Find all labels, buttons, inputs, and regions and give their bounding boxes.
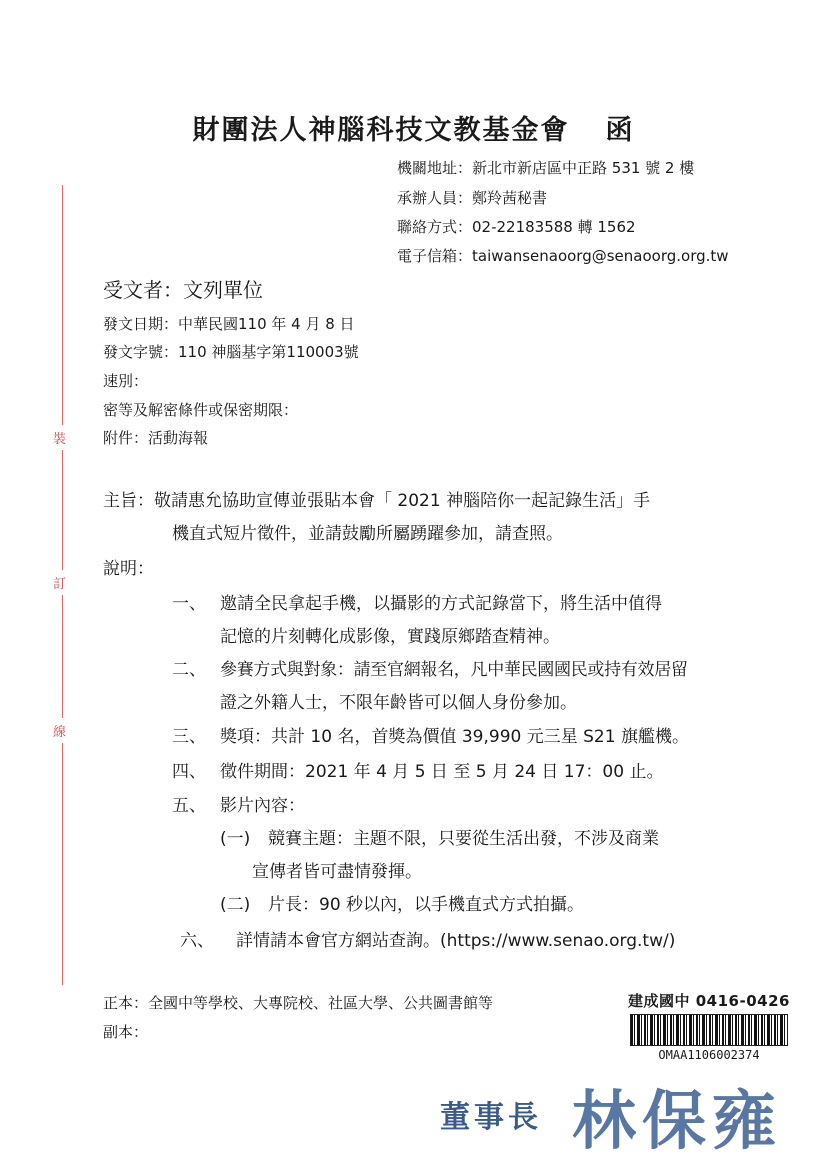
sub-item-text: 競賽主題：主題不限，只要從生活出發，不涉及商業 <box>268 829 659 849</box>
document-title <box>0 108 827 147</box>
subject-line-2: 機直式短片徵件，並請鼓勵所屬踴躍參加，請查照。 <box>172 524 563 544</box>
speed-class: 速別： <box>103 372 149 390</box>
explanation-label: 說明： <box>103 559 154 579</box>
doc-type: 函 <box>605 115 635 146</box>
sender-email: 電子信箱：taiwansenaoorg@senaoorg.org.tw <box>397 247 729 265</box>
item-number: 二、 <box>172 660 206 680</box>
signature-title: 董事長 <box>440 1100 542 1135</box>
item-text: 獎項：共計 10 名，首獎為價值 39,990 元三星 S21 旗艦機。 <box>220 727 689 747</box>
barcode-number: OMAA1106002374 <box>658 1048 760 1062</box>
sender-contact-person: 承辦人員：鄭羚茜秘書 <box>397 189 548 207</box>
distribution-main: 正本：全國中等學校、大專院校、社區大學、公共圖書館等 <box>103 994 494 1012</box>
sender-phone: 聯絡方式：02-22183588 轉 1562 <box>397 218 636 236</box>
sub-item-text: 片長：90 秒以內，以手機直式方式拍攝。 <box>268 895 585 915</box>
org-name: 財團法人神腦科技文教基金會 <box>192 115 570 146</box>
barcode-label <box>628 990 790 1062</box>
barcode-bars <box>630 1014 788 1046</box>
binding-char-zhuang: 裝 <box>53 425 66 450</box>
item-text: 邀請全民拿起手機，以攝影的方式記錄當下，將生活中值得 <box>220 594 662 614</box>
item-number: 一、 <box>172 594 206 614</box>
binding-char-ding: 訂 <box>53 570 66 595</box>
binding-char-xian: 線 <box>53 718 66 743</box>
item-number: 六、 <box>180 931 214 951</box>
sub-item-number: (一) <box>220 829 251 849</box>
item-text: 影片內容： <box>220 796 305 816</box>
secrecy-level: 密等及解密條件或保密期限： <box>103 401 299 419</box>
item-text-website: 詳情請本會官方網站查詢。(https://www.senao.org.tw/) <box>236 931 676 951</box>
subject-line-1: 主旨：敬請惠允協助宣傳並張貼本會「 2021 神腦陪你一起記錄生活」手 <box>103 491 651 511</box>
item-text: 證之外籍人士，不限年齡皆可以個人身份參加。 <box>220 693 577 713</box>
sub-item-number: (二) <box>220 895 251 915</box>
item-text: 記憶的片刻轉化成影像，實踐原鄉踏查精神。 <box>220 627 560 647</box>
item-number: 四、 <box>172 762 206 782</box>
item-text: 參賽方式與對象：請至官網報名，凡中華民國國民或持有效居留 <box>220 660 688 680</box>
distribution-copy: 副本： <box>103 1023 149 1041</box>
signature-name: 林保雍 <box>572 1084 782 1159</box>
sender-address: 機關地址：新北市新店區中正路 531 號 2 樓 <box>397 159 695 177</box>
item-number: 三、 <box>172 727 206 747</box>
item-number: 五、 <box>172 796 206 816</box>
recipient: 受文者：文列單位 <box>103 278 263 302</box>
sub-item-text: 宣傳者皆可盡情發揮。 <box>252 862 422 882</box>
chairman-signature <box>440 1070 800 1159</box>
attachment: 附件：活動海報 <box>103 429 209 447</box>
item-text: 徵件期間：2021 年 4 月 5 日 至 5 月 24 日 17：00 止。 <box>220 762 664 782</box>
barcode-receiver-code: 建成國中 0416-0426 <box>628 992 790 1010</box>
doc-number: 發文字號：110 神腦基字第110003號 <box>103 343 359 361</box>
issue-date: 發文日期：中華民國110 年 4 月 8 日 <box>103 315 355 333</box>
